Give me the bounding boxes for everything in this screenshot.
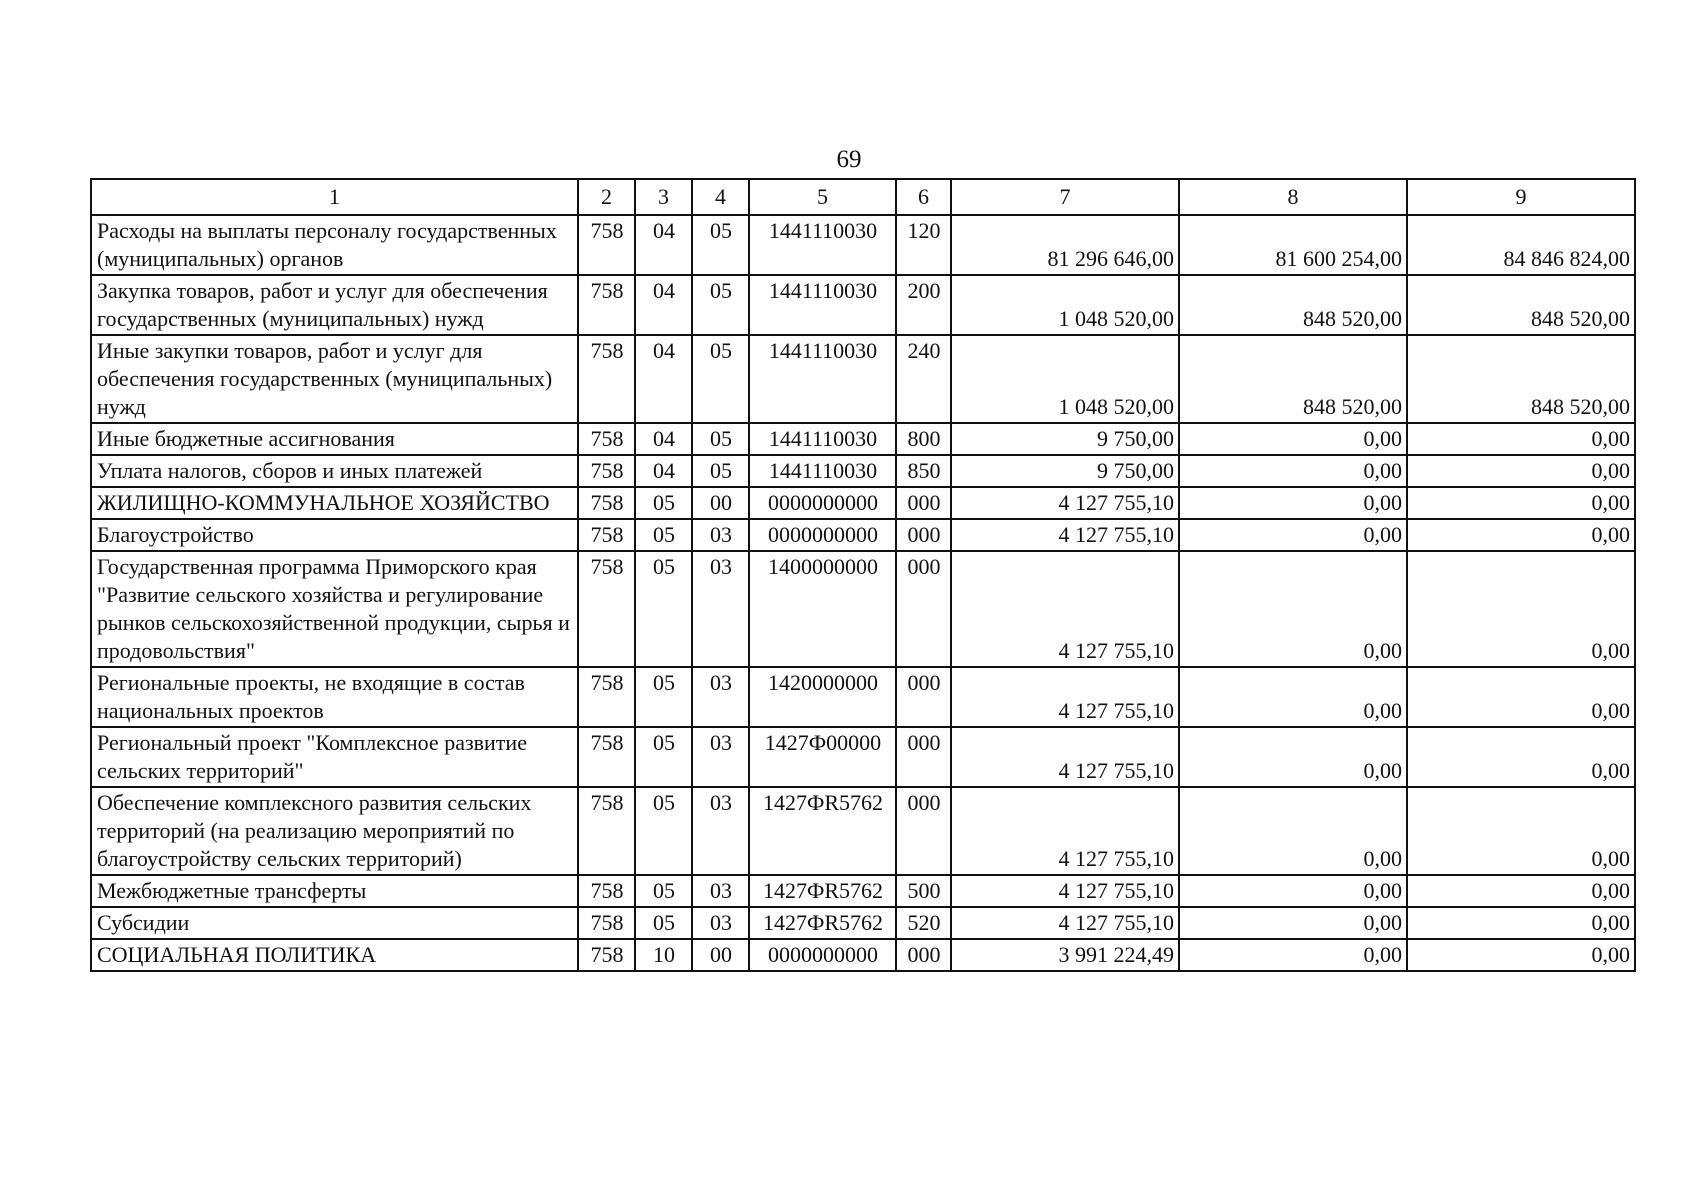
table-row — [91, 875, 1635, 907]
code-3-cell: 04 — [635, 215, 692, 275]
code-2-cell: 758 — [578, 667, 635, 727]
table-row — [91, 667, 1635, 727]
code-2-cell: 758 — [578, 727, 635, 787]
code-2-cell: 758 — [578, 519, 635, 551]
code-5-cell: 1420000000 — [749, 667, 896, 727]
code-2-cell: 758 — [578, 487, 635, 519]
table-row — [91, 487, 1635, 519]
code-2-cell: 758 — [578, 455, 635, 487]
code-4-cell: 03 — [692, 519, 749, 551]
code-3-cell: 05 — [635, 519, 692, 551]
row-name-cell: СОЦИАЛЬНАЯ ПОЛИТИКА — [91, 939, 578, 971]
table-row — [91, 455, 1635, 487]
amount-7-cell: 1 048 520,00 — [951, 335, 1179, 423]
row-name-cell: Иные закупки товаров, работ и услуг для обеспечения государственных (муниципальных) нужд — [91, 335, 578, 423]
amount-8-cell: 0,00 — [1179, 519, 1407, 551]
code-6-cell: 000 — [896, 727, 951, 787]
code-4-cell: 03 — [692, 727, 749, 787]
code-3-cell: 05 — [635, 875, 692, 907]
amount-7-cell: 4 127 755,10 — [951, 667, 1179, 727]
row-name-cell: Субсидии — [91, 907, 578, 939]
amount-8-cell: 0,00 — [1179, 727, 1407, 787]
amount-9-cell: 0,00 — [1407, 455, 1635, 487]
amount-7-cell: 4 127 755,10 — [951, 727, 1179, 787]
amount-8-cell: 0,00 — [1179, 787, 1407, 875]
code-4-cell: 05 — [692, 335, 749, 423]
code-6-cell: 000 — [896, 787, 951, 875]
code-6-cell: 240 — [896, 335, 951, 423]
header-cell-4: 4 — [692, 179, 749, 215]
code-5-cell: 1441110030 — [749, 455, 896, 487]
code-2-cell: 758 — [578, 551, 635, 667]
code-4-cell: 05 — [692, 275, 749, 335]
header-cell-7: 7 — [951, 179, 1179, 215]
row-name-cell: Межбюджетные трансферты — [91, 875, 578, 907]
amount-8-cell: 81 600 254,00 — [1179, 215, 1407, 275]
code-3-cell: 05 — [635, 667, 692, 727]
amount-8-cell: 848 520,00 — [1179, 275, 1407, 335]
code-4-cell: 03 — [692, 787, 749, 875]
amount-9-cell: 0,00 — [1407, 667, 1635, 727]
code-3-cell: 04 — [635, 423, 692, 455]
amount-8-cell: 0,00 — [1179, 907, 1407, 939]
header-row — [91, 179, 1635, 215]
amount-7-cell: 4 127 755,10 — [951, 875, 1179, 907]
code-2-cell: 758 — [578, 875, 635, 907]
code-2-cell: 758 — [578, 215, 635, 275]
code-6-cell: 000 — [896, 551, 951, 667]
amount-8-cell: 0,00 — [1179, 875, 1407, 907]
amount-9-cell: 84 846 824,00 — [1407, 215, 1635, 275]
code-5-cell: 1427ФR5762 — [749, 787, 896, 875]
table-row — [91, 939, 1635, 971]
code-4-cell: 03 — [692, 551, 749, 667]
code-4-cell: 03 — [692, 875, 749, 907]
amount-8-cell: 848 520,00 — [1179, 335, 1407, 423]
code-6-cell: 850 — [896, 455, 951, 487]
row-name-cell: Благоустройство — [91, 519, 578, 551]
amount-9-cell: 0,00 — [1407, 519, 1635, 551]
code-6-cell: 000 — [896, 487, 951, 519]
header-cell-5: 5 — [749, 179, 896, 215]
amount-9-cell: 848 520,00 — [1407, 335, 1635, 423]
amount-7-cell: 3 991 224,49 — [951, 939, 1179, 971]
code-5-cell: 1441110030 — [749, 335, 896, 423]
code-4-cell: 05 — [692, 455, 749, 487]
code-3-cell: 05 — [635, 787, 692, 875]
table-row — [91, 787, 1635, 875]
code-5-cell: 1441110030 — [749, 215, 896, 275]
code-2-cell: 758 — [578, 423, 635, 455]
code-5-cell: 1427Ф00000 — [749, 727, 896, 787]
table-row — [91, 275, 1635, 335]
header-cell-6: 6 — [896, 179, 951, 215]
code-4-cell: 03 — [692, 667, 749, 727]
row-name-cell: Иные бюджетные ассигнования — [91, 423, 578, 455]
amount-7-cell: 9 750,00 — [951, 455, 1179, 487]
amount-9-cell: 0,00 — [1407, 939, 1635, 971]
code-3-cell: 05 — [635, 487, 692, 519]
code-3-cell: 04 — [635, 275, 692, 335]
table-body — [91, 179, 1635, 971]
code-3-cell: 05 — [635, 551, 692, 667]
row-name-cell: Закупка товаров, работ и услуг для обеспечения государственных (муниципальных) нужд — [91, 275, 578, 335]
header-cell-9: 9 — [1407, 179, 1635, 215]
amount-7-cell: 1 048 520,00 — [951, 275, 1179, 335]
amount-7-cell: 9 750,00 — [951, 423, 1179, 455]
amount-9-cell: 0,00 — [1407, 907, 1635, 939]
budget-table — [90, 178, 1636, 972]
table-row — [91, 519, 1635, 551]
code-2-cell: 758 — [578, 275, 635, 335]
code-4-cell: 00 — [692, 487, 749, 519]
amount-9-cell: 0,00 — [1407, 487, 1635, 519]
code-6-cell: 000 — [896, 667, 951, 727]
code-4-cell: 00 — [692, 939, 749, 971]
code-3-cell: 04 — [635, 335, 692, 423]
table-row — [91, 907, 1635, 939]
code-6-cell: 520 — [896, 907, 951, 939]
header-cell-2: 2 — [578, 179, 635, 215]
code-5-cell: 1441110030 — [749, 275, 896, 335]
code-2-cell: 758 — [578, 335, 635, 423]
code-3-cell: 10 — [635, 939, 692, 971]
amount-8-cell: 0,00 — [1179, 551, 1407, 667]
table-row — [91, 215, 1635, 275]
row-name-cell: Обеспечение комплексного развития сельских территорий (на реализацию мероприятий по благоустройству сельских территорий) — [91, 787, 578, 875]
code-2-cell: 758 — [578, 907, 635, 939]
amount-9-cell: 848 520,00 — [1407, 275, 1635, 335]
amount-7-cell: 4 127 755,10 — [951, 487, 1179, 519]
code-5-cell: 1441110030 — [749, 423, 896, 455]
code-6-cell: 000 — [896, 939, 951, 971]
amount-8-cell: 0,00 — [1179, 667, 1407, 727]
code-5-cell: 0000000000 — [749, 487, 896, 519]
code-4-cell: 05 — [692, 215, 749, 275]
code-4-cell: 03 — [692, 907, 749, 939]
table-row — [91, 727, 1635, 787]
amount-7-cell: 4 127 755,10 — [951, 787, 1179, 875]
amount-7-cell: 81 296 646,00 — [951, 215, 1179, 275]
code-4-cell: 05 — [692, 423, 749, 455]
row-name-cell: Государственная программа Приморского края "Развитие сельского хозяйства и регулирование рынков сельскохозяйственной продукции, сырья и продовольствия" — [91, 551, 578, 667]
code-5-cell: 0000000000 — [749, 519, 896, 551]
header-cell-8: 8 — [1179, 179, 1407, 215]
amount-8-cell: 0,00 — [1179, 423, 1407, 455]
amount-8-cell: 0,00 — [1179, 487, 1407, 519]
amount-8-cell: 0,00 — [1179, 455, 1407, 487]
table-row — [91, 335, 1635, 423]
code-6-cell: 500 — [896, 875, 951, 907]
row-name-cell: ЖИЛИЩНО-КОММУНАЛЬНОЕ ХОЗЯЙСТВО — [91, 487, 578, 519]
row-name-cell: Уплата налогов, сборов и иных платежей — [91, 455, 578, 487]
header-cell-1: 1 — [91, 179, 578, 215]
code-3-cell: 04 — [635, 455, 692, 487]
code-5-cell: 1427ФR5762 — [749, 875, 896, 907]
code-3-cell: 05 — [635, 727, 692, 787]
amount-7-cell: 4 127 755,10 — [951, 551, 1179, 667]
code-2-cell: 758 — [578, 787, 635, 875]
page-number: 69 — [836, 146, 862, 173]
code-3-cell: 05 — [635, 907, 692, 939]
code-6-cell: 000 — [896, 519, 951, 551]
code-5-cell: 1400000000 — [749, 551, 896, 667]
amount-9-cell: 0,00 — [1407, 423, 1635, 455]
amount-7-cell: 4 127 755,10 — [951, 519, 1179, 551]
row-name-cell: Расходы на выплаты персоналу государственных (муниципальных) органов — [91, 215, 578, 275]
code-6-cell: 800 — [896, 423, 951, 455]
amount-9-cell: 0,00 — [1407, 551, 1635, 667]
amount-8-cell: 0,00 — [1179, 939, 1407, 971]
row-name-cell: Региональный проект "Комплексное развитие сельских территорий" — [91, 727, 578, 787]
row-name-cell: Региональные проекты, не входящие в состав национальных проектов — [91, 667, 578, 727]
code-5-cell: 1427ФR5762 — [749, 907, 896, 939]
table-row — [91, 423, 1635, 455]
table-row — [91, 551, 1635, 667]
amount-7-cell: 4 127 755,10 — [951, 907, 1179, 939]
amount-9-cell: 0,00 — [1407, 875, 1635, 907]
code-2-cell: 758 — [578, 939, 635, 971]
header-cell-3: 3 — [635, 179, 692, 215]
amount-9-cell: 0,00 — [1407, 727, 1635, 787]
amount-9-cell: 0,00 — [1407, 787, 1635, 875]
code-6-cell: 120 — [896, 215, 951, 275]
code-6-cell: 200 — [896, 275, 951, 335]
code-5-cell: 0000000000 — [749, 939, 896, 971]
